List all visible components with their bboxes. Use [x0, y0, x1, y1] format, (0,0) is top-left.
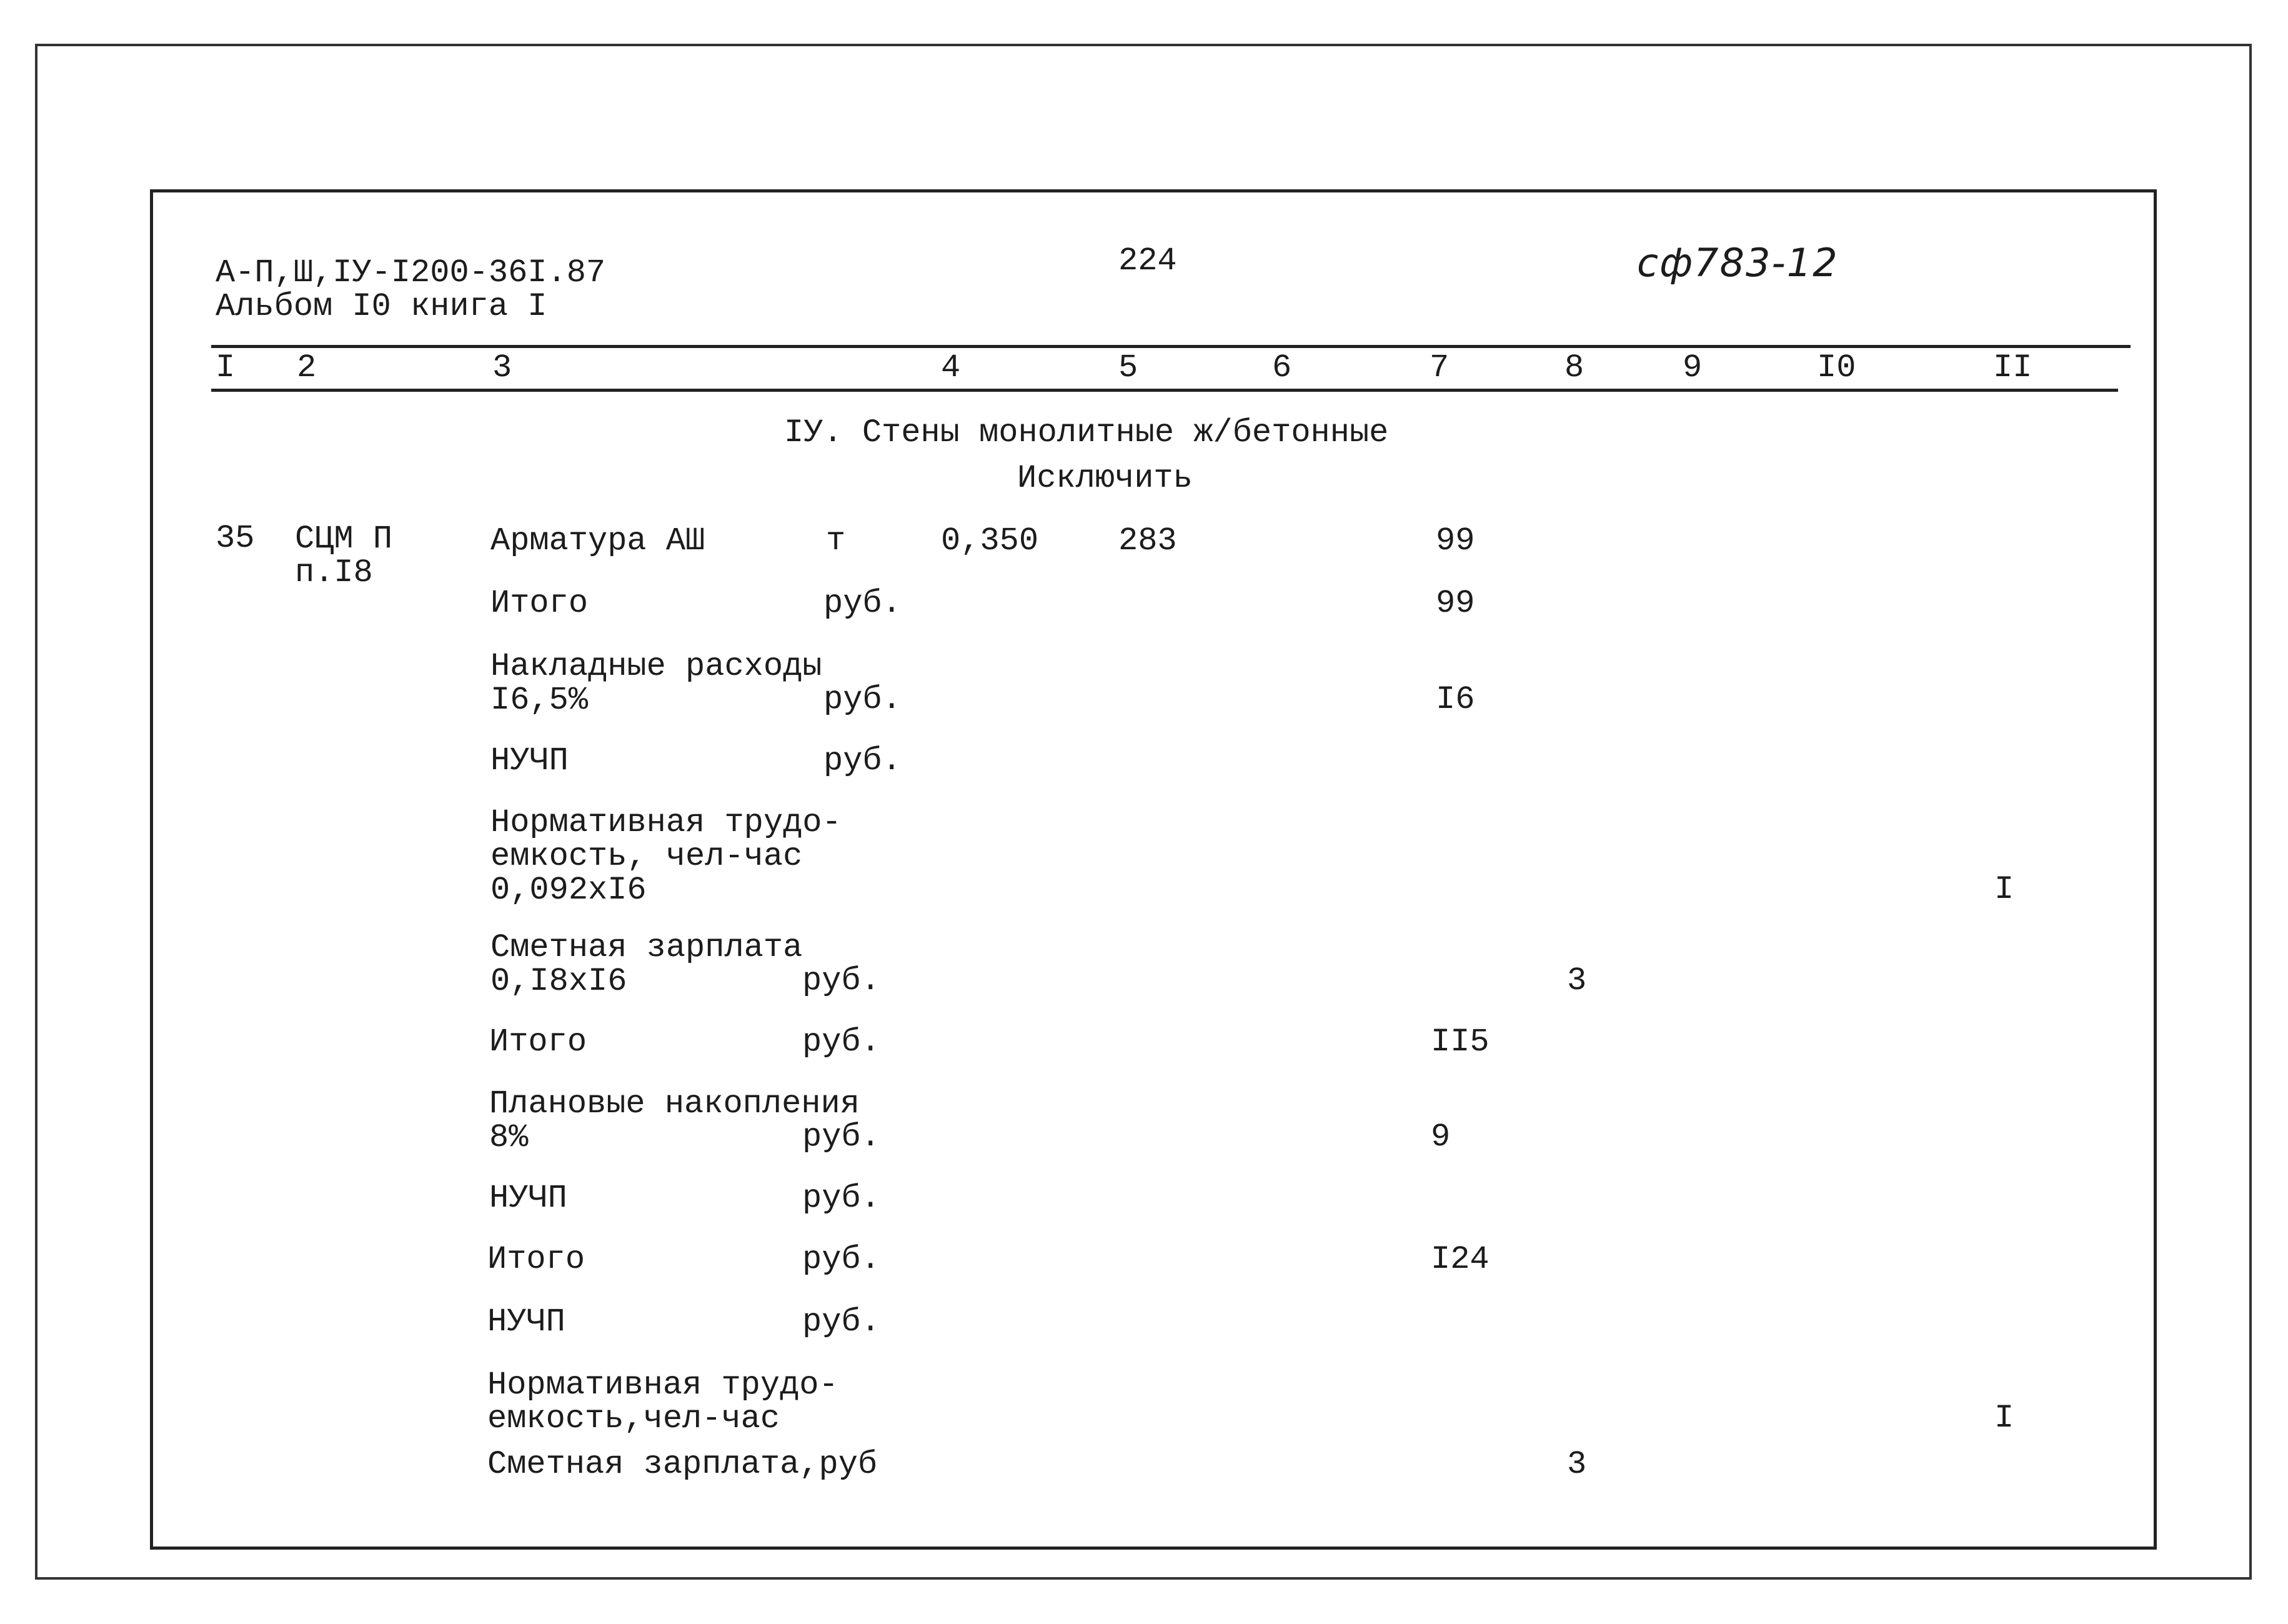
document-frame [150, 189, 2157, 1550]
column-number: 7 [1430, 349, 1450, 386]
row-unit-price: 283 [1118, 522, 1177, 559]
entry-source: СЦМ П п.I8 [295, 521, 393, 591]
row-name: Арматура АШ [490, 522, 705, 559]
page-number: 224 [1118, 242, 1177, 279]
row-unit: руб. [823, 742, 902, 779]
row-total: I6 [1436, 681, 1475, 718]
column-number: I0 [1817, 349, 1856, 386]
column-number: 8 [1564, 349, 1584, 386]
document-code-line1: А-П,Ш,IУ-I200-36I.87 [216, 254, 606, 291]
row-wage: 3 [1567, 1446, 1587, 1483]
row-name: Нормативная трудо- емкость,чел-час [487, 1367, 838, 1437]
row-name: Итого [487, 1241, 585, 1278]
header-rule-top [211, 345, 2131, 348]
section-title: IУ. Стены монолитные ж/бетонные [784, 414, 1389, 451]
entry-number: 35 [216, 520, 255, 557]
row-unit: руб. [802, 1024, 880, 1060]
row-name: Нормативная трудо- емкость, чел-час 0,092хI6 [490, 804, 842, 909]
row-name: Сметная зарплата,руб [487, 1446, 878, 1483]
row-total: I24 [1431, 1241, 1490, 1278]
row-total: II5 [1431, 1024, 1490, 1060]
row-total: 99 [1436, 522, 1475, 559]
row-name: Итого [490, 585, 589, 622]
row-unit: руб. [802, 1180, 880, 1217]
document-code [216, 222, 605, 324]
row-unit: руб. [823, 585, 902, 622]
row-name: Плановые накопления 8% [489, 1085, 860, 1156]
column-number: 3 [492, 349, 512, 386]
column-number: 2 [297, 349, 317, 386]
section-subtitle: Исключить [1017, 460, 1193, 497]
column-number: 4 [941, 349, 961, 386]
column-number: 5 [1118, 349, 1138, 386]
row-name: Итого [489, 1024, 587, 1060]
row-labor: I [1994, 1400, 2014, 1437]
row-unit: руб. [802, 962, 880, 999]
header-rule-bottom [211, 389, 2118, 392]
row-name: НУЧП [489, 1180, 567, 1217]
row-quantity: 0,350 [941, 522, 1039, 559]
row-unit: руб. [802, 1303, 880, 1340]
row-total: 99 [1436, 585, 1475, 622]
row-unit: т [826, 522, 846, 559]
row-unit: руб. [802, 1241, 880, 1278]
row-name: Сметная зарплата 0,I8хI6 [490, 929, 803, 1000]
column-number: 6 [1272, 349, 1292, 386]
row-unit: руб. [823, 681, 902, 718]
row-total: 9 [1431, 1118, 1451, 1155]
row-name: НУЧП [490, 742, 569, 779]
row-labor: I [1994, 871, 2014, 908]
row-name: НУЧП [487, 1303, 565, 1340]
column-number: 9 [1683, 349, 1703, 386]
column-number: II [1993, 349, 2032, 386]
column-number: I [216, 349, 236, 386]
sheet-code: сф783-12 [1637, 240, 1839, 286]
row-unit: руб. [802, 1118, 880, 1155]
row-name: Накладные расходы I6,5% [490, 648, 822, 719]
row-wage: 3 [1567, 962, 1587, 999]
document-code-line2: Альбом I0 книга I [216, 288, 547, 325]
